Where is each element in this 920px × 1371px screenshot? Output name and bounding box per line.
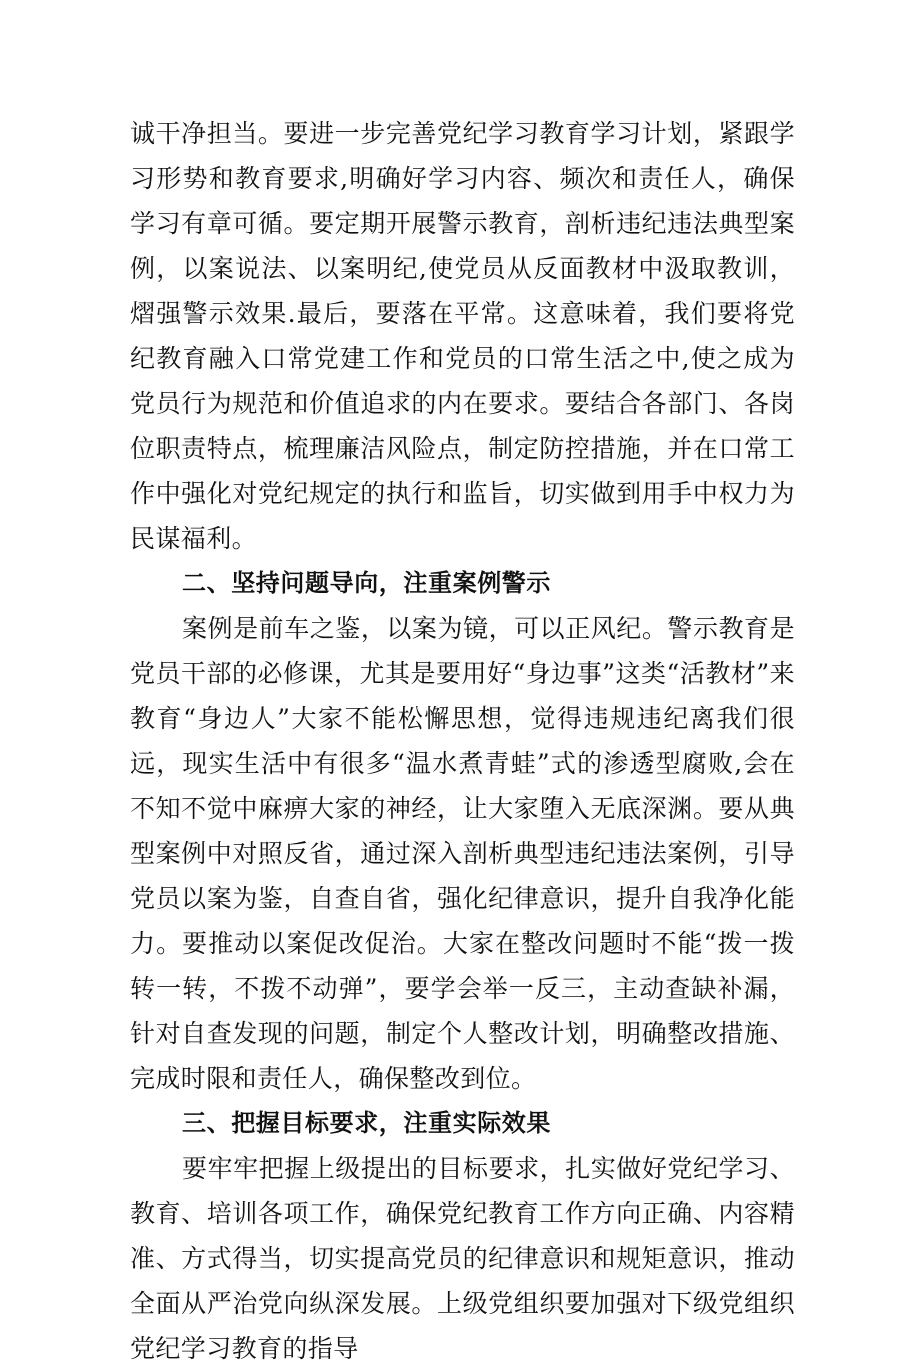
section-heading-3: 三、把握目标要求，注重实际效果 [182,1109,551,1137]
paragraph-goal-requirements: 要牢牢把握上级提出的目标要求，扎实做好党纪学习、教育、培训各项工作，确保党纪教育工作方向正确、内容精准、方式得当，切实提高党员的纪律意识和规矩意识，推动全面从严治党向纵深发展。上级党组织要加强对下级党组织党纪学习教育的指导 [130,1154,795,1363]
paragraph-continuation: 诚干净担当。要进一步完善党纪学习教育学习计划，紧跟学习形势和教育要求,明确好学习内容、频次和责任人，确保学习有章可循。要定期开展警示教育，剖析违纪违法典型案例，以案说法、以案明纪,使党员从反面教材中汲取教训，熠强警示效果.最后，要落在平常。这意味着，我们要将党纪教育融入口常党建工作和党员的口常生活之中,使之成为党员行为规范和价值追求的内在要求。要结合各部门、各岗位职责特点，梳理廉洁风险点，制定防控措施，并在口常工作中强化对党纪规定的执行和监旨，切实做到用手中权力为民谋福利。 [130,119,795,553]
paragraph-case-warning: 案例是前车之鉴，以案为镜，可以正风纪。警示教育是党员干部的必修课，尤其是要用好“身边事”这类“活教材”来教育“身边人”大家不能松懈思想，觉得违规违纪离我们很远，现实生活中有很多“温水煮青蛙”式的渗透型腐败,会在不知不觉中麻痹大家的神经，让大家堕入无底深渊。要从典型案例中对照反省，通过深入剖析典型违纪违法案例，引导党员以案为鉴，自查自省，强化纪律意识，提升自我净化能力。要推动以案促改促治。大家在整改问题时不能“拨一拨转一转，不拨不动弹”，要学会举一反三，主动查缺补漏，针对自查发现的问题，制定个人整改计划，明确整改措施、完成时限和责任人，确保整改到位。 [130,614,795,1093]
document-body [130,111,795,1371]
section-heading-2: 二、坚持问题导向，注重案例警示 [182,569,551,597]
